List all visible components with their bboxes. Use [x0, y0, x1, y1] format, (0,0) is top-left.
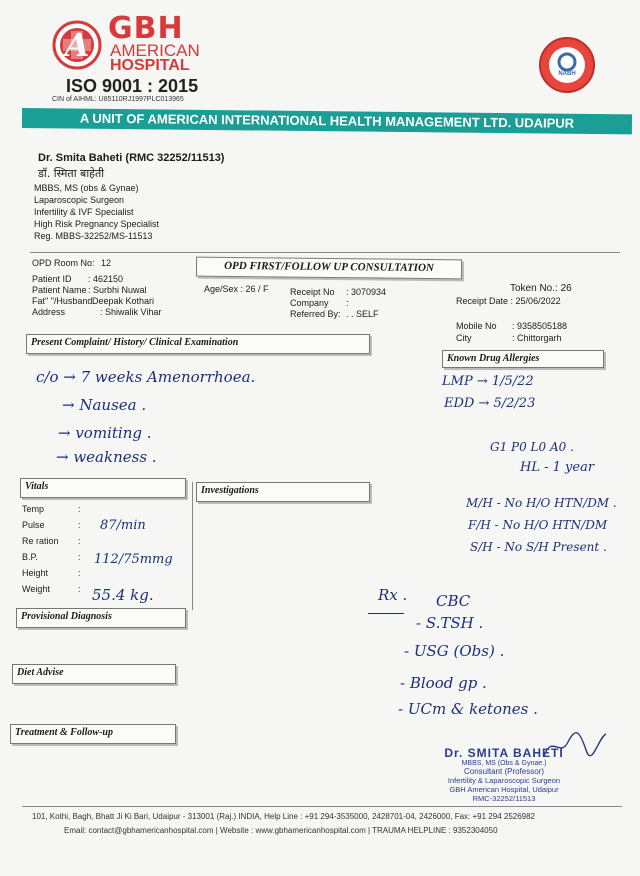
test-item: CBC: [436, 592, 471, 610]
banner: [22, 108, 632, 134]
opd-room: [32, 258, 111, 268]
complaint-line: c/o → 7 weeks Amenorrhoea.: [36, 368, 256, 386]
footer-contact: Email: contact@gbhamericanhospital.com | Website : www.gbhamericanhospital.com | TRAUMA HELPLINE : 9352304050: [64, 826, 498, 835]
stamp-rmc: RMC-32252/11513: [472, 794, 536, 803]
husband-name: Deepak Kothari: [92, 296, 155, 306]
stamp-name: Dr. SMITA BAHETI: [444, 746, 564, 760]
qual-line: High Risk Pregnancy Specialist: [34, 219, 160, 229]
address-label: Address: [32, 307, 66, 317]
receipt-date-label: Receipt Date :: [456, 296, 514, 306]
vitals-labels: Temp : Pulse : Re ration : B.P. : Height : Weight :: [22, 504, 81, 594]
token-label: Token No.:: [510, 283, 558, 294]
weight-value: 55.4 kg.: [92, 586, 154, 604]
receipt-no-label: Receipt No: [290, 287, 335, 297]
brand-hospital: HOSPITAL: [110, 57, 190, 74]
bp-value: 112/75mmg: [94, 552, 173, 567]
opd-room-value: 12: [101, 258, 112, 268]
pulse-label: Pulse: [22, 520, 45, 530]
edd: EDD → 5/2/23: [444, 396, 536, 411]
stamp-hospital: GBH American Hospital, Udaipur: [449, 785, 559, 794]
token: [510, 283, 572, 294]
complaint-line: → weakness .: [56, 448, 157, 466]
consultation-title-box: [196, 257, 462, 280]
family-history: F/H - No H/O HTN/DM: [468, 518, 608, 532]
hl: HL - 1 year: [520, 460, 595, 475]
iso-certification: ISO 9001 : 2015: [66, 76, 199, 96]
brand-gbh: GBH: [108, 11, 184, 46]
investigations-divider: [192, 482, 193, 610]
referred-by: . . SELF: [346, 309, 379, 319]
pulse-value: 87/min: [100, 518, 146, 533]
mobile: : 9358505188: [512, 321, 568, 331]
doctor-name-hindi: डॉ. स्मिता बाहेती: [38, 167, 105, 180]
qual-line: Reg. MBBS-32252/MS-11513: [34, 231, 153, 241]
address: : Shiwalik Vihar: [100, 307, 162, 317]
receipt-date-value: 25/06/2022: [515, 296, 561, 306]
city: : Chittorgarh: [512, 333, 562, 343]
qual-line: MBBS, MS (obs & Gynae): [34, 183, 139, 193]
mobile-label: Mobile No: [456, 321, 497, 331]
surgical-history: S/H - No S/H Present .: [470, 540, 607, 554]
test-item: - Blood gp .: [400, 674, 487, 692]
patient-left-col: [32, 274, 161, 318]
weight-label: Weight: [22, 584, 50, 594]
doctor-name: Dr. Smita Baheti (RMC 32252/11513): [38, 152, 225, 164]
qual-line: Infertility & IVF Specialist: [34, 207, 134, 217]
test-item: - UCm & ketones .: [398, 700, 538, 718]
treatment-title: Treatment & Follow-up: [15, 727, 113, 738]
patient-name: : Surbhi Nuwal: [88, 285, 147, 295]
diet-section-header: [12, 664, 176, 684]
opd-room-label: OPD Room No:: [32, 258, 95, 268]
stamp-role: Consultant (Professor): [463, 767, 545, 776]
city-label: City: [456, 333, 472, 343]
investigations-title: Investigations: [201, 485, 259, 496]
brand-american: AMERICAN: [110, 41, 200, 60]
footer-address: 101, Kothi, Bagh, Bhatt Ji Ki Bari, Udaipur - 313001 (Raj.) INDIA, Help Line : +91 294-3535000, 2428701-04, 2426000, Fax: +91 294 2526982: [32, 812, 536, 821]
husband-label: Fat" "/Husband: [32, 296, 93, 306]
banner-text: A UNIT OF AMERICAN INTERNATIONAL HEALTH MANAGEMENT LTD. UDAIPUR: [79, 110, 575, 131]
provisional-section-header: [16, 608, 186, 628]
age-sex: [204, 284, 269, 294]
test-item: - USG (Obs) .: [404, 642, 505, 660]
logo-letter: A: [64, 26, 90, 64]
hospital-logo: [52, 20, 102, 70]
treatment-section-header: [10, 724, 176, 744]
complaint-title: Present Complaint/ History/ Clinical Examination: [31, 337, 239, 348]
allergies-section-header: [442, 350, 604, 368]
vitals-section-header: [20, 478, 186, 498]
cin-number: CIN of AIHML: U85110RJ1997PLC013965: [52, 96, 184, 103]
nabh-seal: [538, 36, 596, 94]
consultation-title: OPD FIRST/FOLLOW UP CONSULTATION: [224, 259, 434, 275]
patient-name-label: Patient Name: [32, 285, 87, 295]
age-sex-label: Age/Sex :: [204, 284, 244, 294]
age-sex-value: 26 / F: [245, 284, 269, 294]
doctor-stamp: [414, 746, 594, 803]
stamp-spec: Infertility & Laparoscopic Surgeon: [447, 776, 561, 785]
receipt-date: [456, 296, 561, 306]
rx-underline: [368, 613, 404, 614]
bp-label: B.P.: [22, 552, 38, 562]
test-item: - S.TSH .: [416, 614, 484, 632]
receipt-col: [290, 287, 386, 320]
diet-title: Diet Advise: [17, 667, 64, 678]
investigations-section-header: [196, 482, 370, 502]
patient-id: : 462150: [88, 274, 124, 284]
receipt-no: : 3070934: [346, 287, 387, 297]
allergies-title: Known Drug Allergies: [447, 353, 540, 364]
temp-label: Temp: [22, 504, 45, 514]
complaint-line: → vomiting .: [58, 424, 152, 442]
medical-history: M/H - No H/O HTN/DM .: [466, 496, 617, 510]
doctor-qualifications: [34, 182, 159, 242]
referred-label: Referred By:: [290, 309, 341, 319]
contact-col: [456, 321, 567, 345]
divider: [30, 252, 620, 253]
complaint-line: → Nausea .: [62, 396, 147, 414]
patient-id-label: Patient ID: [32, 274, 72, 284]
token-value: 26: [560, 283, 572, 294]
stamp-quals: MBBS, MS (Obs & Gynae.): [461, 760, 547, 767]
height-label: Height: [22, 568, 49, 578]
provisional-title: Provisional Diagnosis: [21, 611, 112, 622]
company-label: Company: [290, 298, 329, 308]
complaint-section-header: [26, 334, 370, 354]
rx-symbol: Rx .: [378, 586, 408, 604]
obstetric-history: G1 P0 L0 A0 .: [490, 440, 574, 454]
resp-label: Re ration: [22, 536, 59, 546]
footer-divider: [22, 806, 622, 807]
nabh-label: NABH: [558, 71, 576, 77]
lmp: LMP → 1/5/22: [442, 374, 534, 389]
vitals-title: Vitals: [25, 481, 49, 492]
company: :: [346, 298, 349, 308]
qual-line: Laparoscopic Surgeon: [34, 195, 125, 205]
